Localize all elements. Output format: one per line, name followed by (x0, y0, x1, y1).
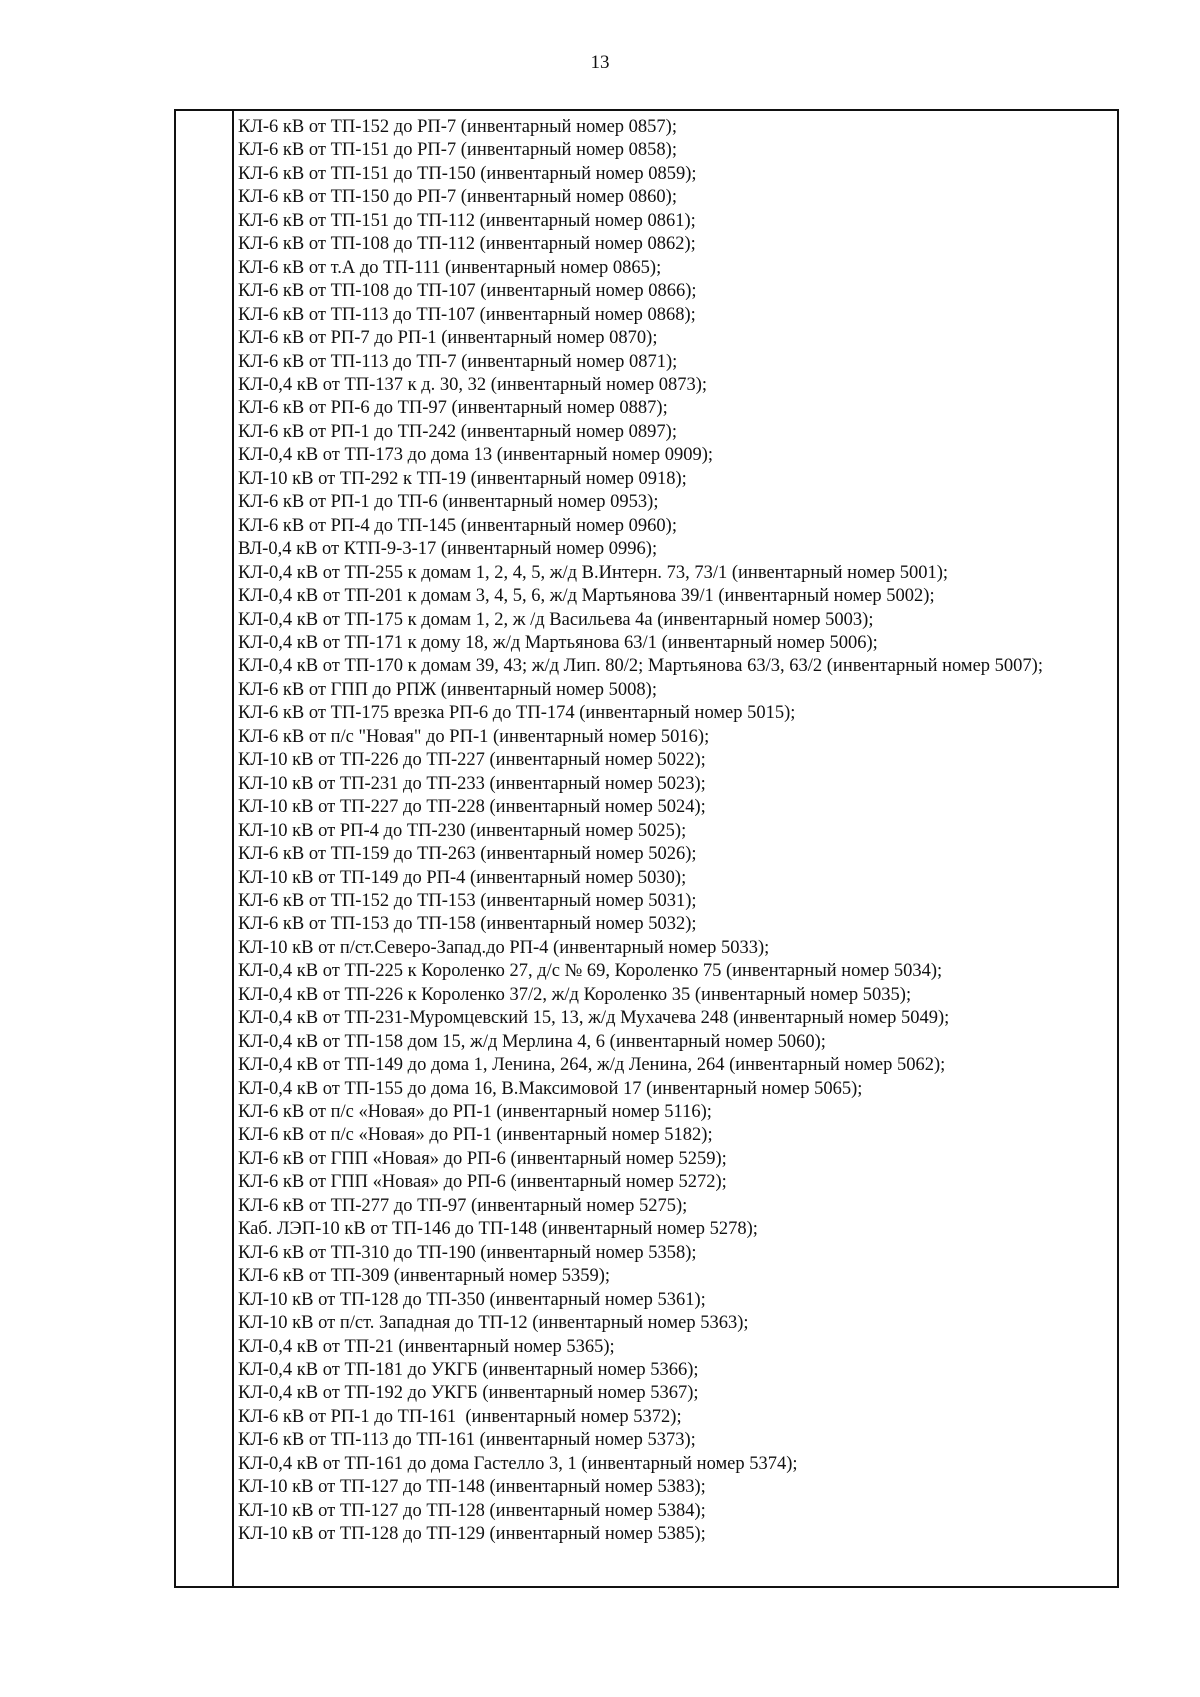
list-item: КЛ-0,4 кВ от ТП-170 к домам 39, 43; ж/д Лип. 80/2; Мартьянова 63/3, 63/2 (инвентарный номер 5007); (238, 656, 1043, 677)
list-item: КЛ-6 кВ от ТП-151 до ТП-112 (инвентарный номер 0861); (238, 210, 696, 231)
list-item: КЛ-0,4 кВ от ТП-181 до УКГБ (инвентарный номер 5366); (238, 1360, 699, 1381)
list-item: ВЛ-0,4 кВ от КТП-9-3-17 (инвентарный номер 0996); (238, 539, 658, 560)
list-item: КЛ-10 кВ от ТП-226 до ТП-227 (инвентарный номер 5022); (238, 750, 706, 771)
list-item: КЛ-0,4 кВ от ТП-192 до УКГБ (инвентарный номер 5367); (238, 1383, 699, 1404)
list-item: Каб. ЛЭП-10 кВ от ТП-146 до ТП-148 (инвентарный номер 5278); (238, 1219, 758, 1240)
list-item: КЛ-0,4 кВ от ТП-161 до дома Гастелло 3, 1 (инвентарный номер 5374); (238, 1453, 798, 1474)
list-item: КЛ-0,4 кВ от ТП-173 до дома 13 (инвентарный номер 0909); (238, 445, 714, 466)
list-item: КЛ-0,4 кВ от ТП-21 (инвентарный номер 5365); (238, 1336, 615, 1357)
list-item: КЛ-0,4 кВ от ТП-158 дом 15, ж/д Мерлина 4, 6 (инвентарный номер 5060); (238, 1031, 826, 1052)
list-item: КЛ-6 кВ от п/с «Новая» до РП-1 (инвентарный номер 5182); (238, 1125, 713, 1146)
list-item: КЛ-0,4 кВ от ТП-225 к Короленко 27, д/с № 69, Короленко 75 (инвентарный номер 5034); (238, 961, 943, 982)
list-item: КЛ-0,4 кВ от ТП-155 до дома 16, В.Максимовой 17 (инвентарный номер 5065); (238, 1078, 863, 1099)
list-item: КЛ-6 кВ от п/с "Новая" до РП-1 (инвентарный номер 5016); (238, 726, 710, 747)
list-item: КЛ-6 кВ от ГПП «Новая» до РП-6 (инвентарный номер 5259); (238, 1148, 727, 1169)
list-item: КЛ-10 кВ от ТП-128 до ТП-129 (инвентарный номер 5385); (238, 1524, 706, 1545)
list-item: КЛ-10 кВ от РП-4 до ТП-230 (инвентарный номер 5025); (238, 820, 687, 841)
list-item: КЛ-10 кВ от ТП-149 до РП-4 (инвентарный номер 5030); (238, 867, 687, 888)
list-item: КЛ-0,4 кВ от ТП-255 к домам 1, 2, 4, 5, ж/д В.Интерн. 73, 73/1 (инвентарный номер 5001); (238, 562, 949, 583)
list-item: КЛ-10 кВ от ТП-128 до ТП-350 (инвентарный номер 5361); (238, 1289, 706, 1310)
list-item: КЛ-6 кВ от ТП-108 до ТП-112 (инвентарный номер 0862); (238, 234, 696, 255)
list-item: КЛ-10 кВ от ТП-231 до ТП-233 (инвентарный номер 5023); (238, 773, 706, 794)
list-item: КЛ-6 кВ от ТП-151 до ТП-150 (инвентарный номер 0859); (238, 163, 697, 184)
list-item: КЛ-6 кВ от РП-7 до РП-1 (инвентарный номер 0870); (238, 328, 658, 349)
list-item: КЛ-6 кВ от ТП-113 до ТП-161 (инвентарный номер 5373); (238, 1430, 696, 1451)
list-item: КЛ-6 кВ от ТП-277 до ТП-97 (инвентарный номер 5275); (238, 1195, 688, 1216)
list-item: КЛ-6 кВ от ТП-159 до ТП-263 (инвентарный номер 5026); (238, 844, 697, 865)
list-item: КЛ-0,4 кВ от ТП-226 к Короленко 37/2, ж/д Короленко 35 (инвентарный номер 5035); (238, 984, 912, 1005)
list-item: КЛ-6 кВ от ТП-309 (инвентарный номер 5359); (238, 1266, 611, 1287)
list-item: КЛ-6 кВ от ТП-108 до ТП-107 (инвентарный номер 0866); (238, 281, 697, 302)
list-item: КЛ-6 кВ от ГПП до РПЖ (инвентарный номер 5008); (238, 679, 657, 700)
list-item: КЛ-6 кВ от ТП-153 до ТП-158 (инвентарный номер 5032); (238, 914, 697, 935)
list-item: КЛ-6 кВ от ТП-310 до ТП-190 (инвентарный номер 5358); (238, 1242, 697, 1263)
list-item: КЛ-6 кВ от ТП-152 до ТП-153 (инвентарный номер 5031); (238, 890, 697, 911)
list-item: КЛ-6 кВ от РП-1 до ТП-6 (инвентарный номер 0953); (238, 492, 659, 513)
list-item: КЛ-0,4 кВ от ТП-171 к дому 18, ж/д Мартьянова 63/1 (инвентарный номер 5006); (238, 632, 878, 653)
list-item: КЛ-6 кВ от ТП-113 до ТП-7 (инвентарный номер 0871); (238, 351, 678, 372)
list-item: КЛ-10 кВ от п/ст. Западная до ТП-12 (инвентарный номер 5363); (238, 1313, 749, 1334)
list-item: КЛ-6 кВ от ГПП «Новая» до РП-6 (инвентарный номер 5272); (238, 1172, 727, 1193)
list-item: КЛ-6 кВ от РП-1 до ТП-161 (инвентарный номер 5372); (238, 1406, 682, 1427)
entries-list (238, 116, 1109, 1547)
list-item: КЛ-10 кВ от ТП-292 к ТП-19 (инвентарный номер 0918); (238, 468, 687, 489)
list-item: КЛ-0,4 кВ от ТП-231-Муромцевский 15, 13, ж/д Мухачева 248 (инвентарный номер 5049); (238, 1008, 950, 1029)
list-item: КЛ-10 кВ от ТП-127 до ТП-148 (инвентарный номер 5383); (238, 1477, 706, 1498)
list-item: КЛ-0,4 кВ от ТП-201 к домам 3, 4, 5, 6, ж/д Мартьянова 39/1 (инвентарный номер 5002); (238, 586, 935, 607)
list-item: КЛ-6 кВ от ТП-113 до ТП-107 (инвентарный номер 0868); (238, 304, 696, 325)
list-item: КЛ-6 кВ от п/с «Новая» до РП-1 (инвентарный номер 5116); (238, 1102, 712, 1123)
list-item: КЛ-0,4 кВ от ТП-137 к д. 30, 32 (инвентарный номер 0873); (238, 374, 708, 395)
document-table (174, 109, 1119, 1588)
list-item: КЛ-10 кВ от п/ст.Северо-Запад.до РП-4 (инвентарный номер 5033); (238, 937, 770, 958)
list-item: КЛ-6 кВ от ТП-151 до РП-7 (инвентарный номер 0858); (238, 140, 677, 161)
list-item: КЛ-10 кВ от ТП-127 до ТП-128 (инвентарный номер 5384); (238, 1500, 706, 1521)
table-left-column (176, 111, 234, 1586)
list-item: КЛ-6 кВ от РП-1 до ТП-242 (инвентарный номер 0897); (238, 421, 677, 442)
page-number: 13 (590, 52, 610, 73)
list-item: КЛ-0,4 кВ от ТП-149 до дома 1, Ленина, 264, ж/д Ленина, 264 (инвентарный номер 5062); (238, 1055, 946, 1076)
list-item: КЛ-6 кВ от ТП-150 до РП-7 (инвентарный номер 0860); (238, 187, 677, 208)
list-item: КЛ-0,4 кВ от ТП-175 к домам 1, 2, ж /д Васильева 4а (инвентарный номер 5003); (238, 609, 874, 630)
list-item: КЛ-6 кВ от ТП-175 врезка РП-6 до ТП-174 (инвентарный номер 5015); (238, 703, 796, 724)
list-item: КЛ-6 кВ от РП-4 до ТП-145 (инвентарный номер 0960); (238, 515, 677, 536)
list-item: КЛ-6 кВ от ТП-152 до РП-7 (инвентарный номер 0857); (238, 117, 677, 137)
list-item: КЛ-10 кВ от ТП-227 до ТП-228 (инвентарный номер 5024); (238, 797, 706, 818)
list-item: КЛ-6 кВ от РП-6 до ТП-97 (инвентарный номер 0887); (238, 398, 668, 419)
list-item: КЛ-6 кВ от т.А до ТП-111 (инвентарный номер 0865); (238, 257, 662, 278)
